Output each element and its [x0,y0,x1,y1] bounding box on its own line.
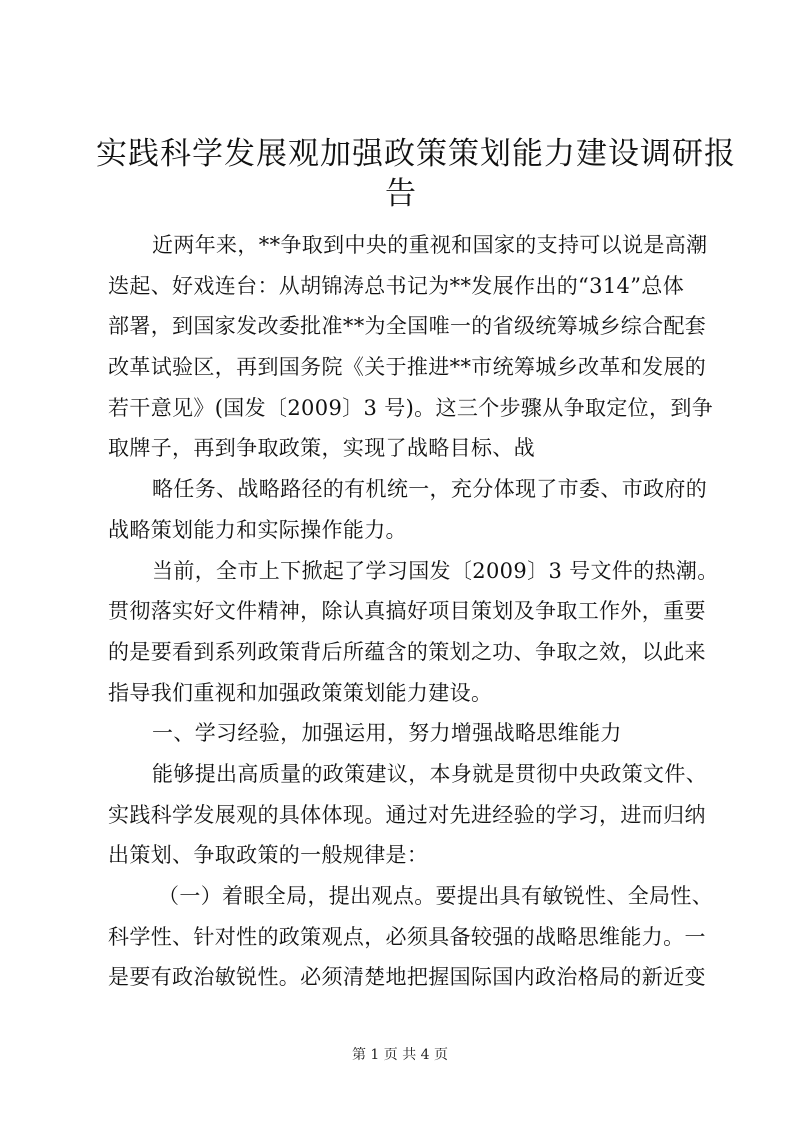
body-line: 当前，全市上下掀起了学习国发〔2009〕3 号文件的热潮。 [152,558,719,583]
title-line-2: 告 [385,176,417,212]
body-line: 改革试验区，再到国务院《关于推进**市统筹城乡改革和发展的 [108,355,707,380]
section-heading: 一、学习经验，加强运用，努力增强战略思维能力 [152,721,622,746]
body-line: 指导我们重视和加强政策策划能力建设。 [108,680,493,705]
body-line: 科学性、针对性的政策观点，必须具备较强的战略思维能力。一 [108,924,706,949]
body-line: 是要有政治敏锐性。必须清楚地把握国际国内政治格局的新近变 [108,965,706,990]
body-line: 能够提出高质量的政策建议，本身就是贯彻中央政策文件、 [152,761,708,786]
body-line: 贯彻落实好文件精神，除认真搞好项目策划及争取工作外，重要 [108,599,706,624]
body-line: 略任务、战略路径的有机统一，充分体现了市委、市政府的 [152,477,708,502]
document-title [96,134,736,214]
body-line: 实践科学发展观的具体体现。通过对先进经验的学习，进而归纳 [108,802,706,827]
body-line: 近两年来，**争取到中央的重视和国家的支持可以说是高潮 [152,233,708,257]
title-line-1: 实践科学发展观加强政策策划能力建设调研报 [96,136,736,172]
body-line: 迭起、好戏连台：从胡锦涛总书记为**发展作出的“314”总体 [108,273,685,298]
body-line: 若干意见》(国发〔2009〕3 号)。这三个步骤从争取定位，到争 [108,395,714,420]
page-footer [0,1045,800,1065]
body-line: 的是要看到系列政策背后所蕴含的策划之功、争取之效，以此来 [108,639,706,664]
subsection-line: （一）着眼全局，提出观点。要提出具有敏锐性、全局性、 [158,884,714,908]
body-line: 取牌子，再到争取政策，实现了战略目标、战 [108,436,535,461]
body-line: 战略策划能力和实际操作能力。 [108,517,407,542]
body-line: 部署，到国家发改委批准**为全国唯一的省级统筹城乡综合配套 [108,314,707,339]
page-number-label: 第 1 页 共 4 页 [351,1047,449,1063]
document-body [108,225,719,998]
body-line: 出策划、争取政策的一般规律是： [108,843,429,868]
